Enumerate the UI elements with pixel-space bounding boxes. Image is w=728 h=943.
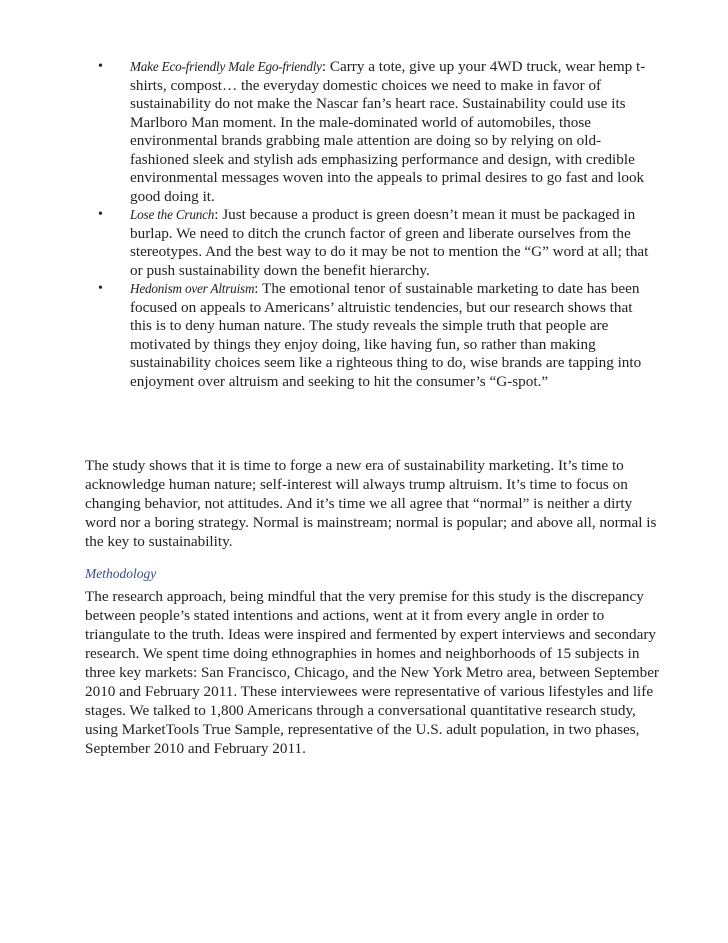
bullet-list (92, 58, 652, 391)
bullet-dot-icon: • (98, 59, 103, 74)
methodology-paragraph: The research approach, being mindful that the very premise for this study is the discrepancy between people’s stated intentions and actions, went at it from every angle in order to triangulate to the truth. Ideas were inspired and fermented by expert interviews and secondary research. We spent time doing ethnographies in homes and neighborhoods of 15 subjects in three key markets: San Francisco, Chicago, and the New York Metro area, between September 2010 and February 2011. These interviewees were representative of various lifestyles and life stages. We talked to 1,800 Americans through a conversational quantitative research study, using MarketTools True Sample, representative of the U.S. adult population, in two phases, September 2010 and February 2011. (85, 588, 659, 757)
bullet-lead: Lose the Crunch (130, 207, 215, 222)
bullet-text: : Just because a product is green doesn’t mean it must be packaged in burlap. We need to ditch the crunch factor of green and liberate ourselves from the stereotypes. And the best way to do it may be not to mention the “G” word at all; that or push sustainability down the benefit hierarchy. (130, 206, 649, 279)
bullet-lead: Make Eco-friendly Male Ego-friendly (130, 59, 322, 74)
bullet-text: : Carry a tote, give up your 4WD truck, wear hemp t-shirts, compost… the everyday domestic choices we need to make in favor of sustainability do not make the Nascar fan’s heart race. Sustainability could use its Marlboro Man moment. In the male-dominated world of automobiles, those environmental brands grabbing male attention are doing so by relying on old-fashioned sleek and stylish ads emphasizing performance and design, with credible environmental messages woven into the appeals to primal desires to go fast and look good doing it. (130, 58, 646, 205)
bullet-text: : The emotional tenor of sustainable marketing to date has been focused on appeals to Americans’ altruistic tendencies, but our research shows that this is to deny human nature. The study reveals the simple truth that people are motivated by things they enjoy doing, like having fun, so rather than making sustainability choices seem like a righteous thing to do, wise brands are tapping into enjoyment over altruism and seeking to hit the consumer’s “G-spot.” (130, 280, 642, 390)
bullet-item (92, 280, 652, 391)
methodology-heading: Methodology (85, 566, 157, 581)
bullet-lead: Hedonism over Altruism (130, 281, 255, 296)
bullet-dot-icon: • (98, 281, 103, 296)
bullet-dot-icon: • (98, 207, 103, 222)
bullet-item (92, 206, 652, 280)
bullet-item (92, 58, 652, 206)
summary-paragraph: The study shows that it is time to forge a new era of sustainability marketing. It’s time to acknowledge human nature; self-interest will always trump altruism. It’s time to focus on changing behavior, not attitudes. And it’s time we all agree that “normal” is neither a dirty word nor a boring strategy. Normal is mainstream; normal is popular; and above all, normal is the key to sustainability. (85, 457, 657, 550)
